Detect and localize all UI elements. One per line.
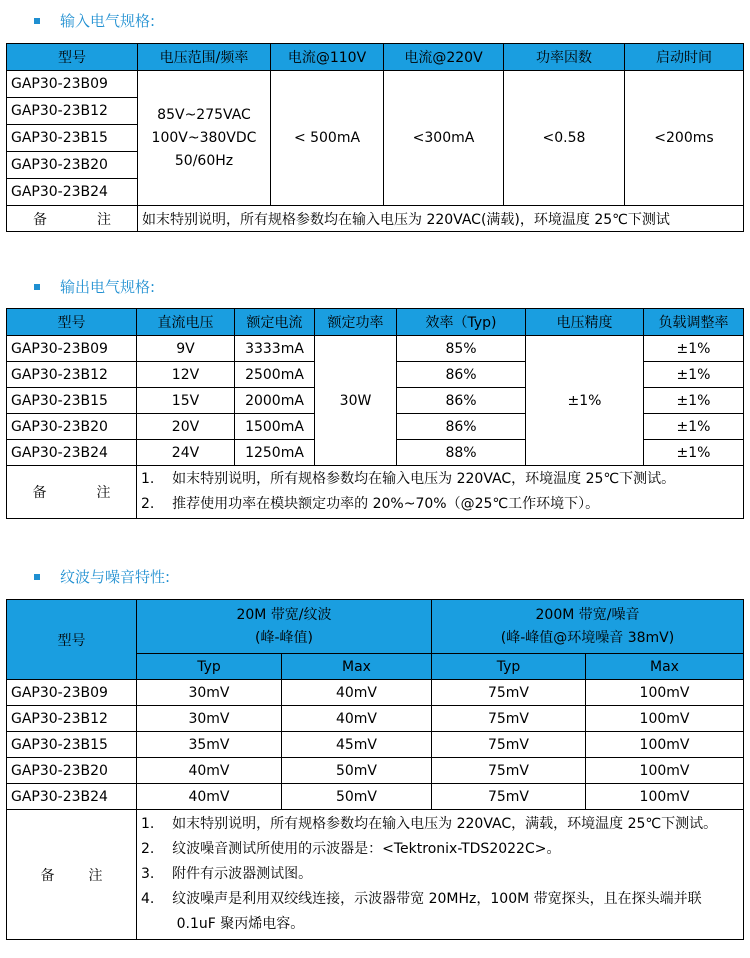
model-cell: GAP30-23B09 bbox=[7, 71, 138, 98]
table-row bbox=[7, 784, 744, 810]
note-row bbox=[7, 206, 744, 232]
load-regulation-cell: ±1% bbox=[644, 362, 744, 388]
voltage-cell: 20V bbox=[137, 414, 235, 440]
col-header: Max bbox=[586, 654, 744, 680]
current-cell: 3333mA bbox=[235, 336, 315, 362]
noise-typ-cell: 75mV bbox=[432, 680, 586, 706]
ripple-noise-table bbox=[6, 599, 744, 940]
table-header-row bbox=[7, 44, 744, 71]
current-220-cell: <300mA bbox=[384, 71, 504, 206]
noise-typ-cell: 75mV bbox=[432, 758, 586, 784]
efficiency-cell: 88% bbox=[397, 440, 526, 466]
table-header-row bbox=[7, 309, 744, 336]
output-spec-table bbox=[6, 308, 744, 519]
col-header: 额定功率 bbox=[315, 309, 397, 336]
table-row bbox=[7, 732, 744, 758]
load-regulation-cell: ±1% bbox=[644, 414, 744, 440]
col-header: 效率（Typ) bbox=[397, 309, 526, 336]
current-cell: 2000mA bbox=[235, 388, 315, 414]
input-spec-title: 输入电气规格: bbox=[34, 10, 155, 31]
table-row bbox=[7, 706, 744, 732]
col-header: 电压范围/频率 bbox=[138, 44, 271, 71]
current-110-cell: < 500mA bbox=[271, 71, 384, 206]
col-header: 功率因数 bbox=[504, 44, 625, 71]
col-header: 型号 bbox=[7, 600, 137, 680]
noise-max-cell: 100mV bbox=[586, 680, 744, 706]
note-label: 备 注 bbox=[7, 466, 137, 519]
table-row bbox=[7, 71, 744, 98]
ripple-typ-cell: 35mV bbox=[137, 732, 282, 758]
note-row bbox=[7, 810, 744, 940]
model-cell: GAP30-23B12 bbox=[7, 706, 137, 732]
ripple-typ-cell: 30mV bbox=[137, 706, 282, 732]
load-regulation-cell: ±1% bbox=[644, 388, 744, 414]
bullet-square-icon bbox=[34, 284, 40, 290]
ripple-max-cell: 50mV bbox=[282, 784, 432, 810]
note-label: 备 注 bbox=[7, 206, 138, 232]
ripple-group-header: 20M 带宽/纹波 (峰-峰值) bbox=[137, 600, 432, 654]
col-header: 直流电压 bbox=[137, 309, 235, 336]
ripple-typ-cell: 30mV bbox=[137, 680, 282, 706]
model-cell: GAP30-23B09 bbox=[7, 680, 137, 706]
model-cell: GAP30-23B15 bbox=[7, 125, 138, 152]
voltage-range-cell: 85V~275VAC 100V~380VDC 50/60Hz bbox=[138, 71, 271, 206]
load-regulation-cell: ±1% bbox=[644, 440, 744, 466]
noise-typ-cell: 75mV bbox=[432, 732, 586, 758]
noise-typ-cell: 75mV bbox=[432, 706, 586, 732]
ripple-max-cell: 45mV bbox=[282, 732, 432, 758]
bullet-square-icon bbox=[34, 574, 40, 580]
efficiency-cell: 86% bbox=[397, 362, 526, 388]
col-header: 启动时间 bbox=[625, 44, 744, 71]
current-cell: 1500mA bbox=[235, 414, 315, 440]
noise-max-cell: 100mV bbox=[586, 758, 744, 784]
ripple-typ-cell: 40mV bbox=[137, 758, 282, 784]
noise-group-header: 200M 带宽/噪音 (峰-峰值@环境噪音 38mV) bbox=[432, 600, 744, 654]
note-label: 备 注 bbox=[7, 810, 137, 940]
noise-max-cell: 100mV bbox=[586, 706, 744, 732]
ripple-noise-title: 纹波与噪音特性: bbox=[34, 566, 170, 587]
model-cell: GAP30-23B12 bbox=[7, 98, 138, 125]
model-cell: GAP30-23B09 bbox=[7, 336, 137, 362]
model-cell: GAP30-23B15 bbox=[7, 388, 137, 414]
col-header: 型号 bbox=[7, 44, 138, 71]
model-cell: GAP30-23B20 bbox=[7, 414, 137, 440]
table-row bbox=[7, 758, 744, 784]
table-row bbox=[7, 336, 744, 362]
output-spec-title: 输出电气规格: bbox=[34, 276, 155, 297]
voltage-accuracy-cell: ±1% bbox=[526, 336, 644, 466]
noise-max-cell: 100mV bbox=[586, 732, 744, 758]
current-cell: 1250mA bbox=[235, 440, 315, 466]
col-header: Typ bbox=[432, 654, 586, 680]
voltage-cell: 12V bbox=[137, 362, 235, 388]
voltage-cell: 15V bbox=[137, 388, 235, 414]
col-header: 电流@220V bbox=[384, 44, 504, 71]
voltage-cell: 24V bbox=[137, 440, 235, 466]
col-header: 负载调整率 bbox=[644, 309, 744, 336]
bullet-square-icon bbox=[34, 18, 40, 24]
col-header: 电流@110V bbox=[271, 44, 384, 71]
model-cell: GAP30-23B24 bbox=[7, 440, 137, 466]
ripple-typ-cell: 40mV bbox=[137, 784, 282, 810]
col-header: Typ bbox=[137, 654, 282, 680]
table-row bbox=[7, 680, 744, 706]
noise-max-cell: 100mV bbox=[586, 784, 744, 810]
note-text: 如末特别说明，所有规格参数均在输入电压为 220VAC(满载)，环境温度 25℃下测试 bbox=[138, 206, 744, 232]
rated-power-cell: 30W bbox=[315, 336, 397, 466]
input-spec-table bbox=[6, 43, 744, 232]
note-row bbox=[7, 466, 744, 519]
noise-typ-cell: 75mV bbox=[432, 784, 586, 810]
col-header: 额定电流 bbox=[235, 309, 315, 336]
voltage-cell: 9V bbox=[137, 336, 235, 362]
note-text: 1. 如末特别说明，所有规格参数均在输入电压为 220VAC，环境温度 25℃下测试。 2. 推荐使用功率在模块额定功率的 20%~70%（@25℃工作环境下）。 bbox=[137, 466, 744, 519]
efficiency-cell: 86% bbox=[397, 414, 526, 440]
startup-time-cell: <200ms bbox=[625, 71, 744, 206]
model-cell: GAP30-23B20 bbox=[7, 152, 138, 179]
note-text: 1. 如末特别说明，所有规格参数均在输入电压为 220VAC，满载，环境温度 25℃下测试。 2. 纹波噪音测试所使用的示波器是：<Tektronix-TDS2022C>。 3. 附件有示波器测试图。 4. 纹波噪声是利用双绞线连接，示波器带宽 20MHz，100M 带宽探头，且在探头端并联 0.1uF 聚丙烯电容。 bbox=[137, 810, 744, 940]
col-header: Max bbox=[282, 654, 432, 680]
col-header: 型号 bbox=[7, 309, 137, 336]
load-regulation-cell: ±1% bbox=[644, 336, 744, 362]
model-cell: GAP30-23B24 bbox=[7, 179, 138, 206]
power-factor-cell: <0.58 bbox=[504, 71, 625, 206]
efficiency-cell: 85% bbox=[397, 336, 526, 362]
table-header-row bbox=[7, 600, 744, 654]
current-cell: 2500mA bbox=[235, 362, 315, 388]
ripple-max-cell: 50mV bbox=[282, 758, 432, 784]
model-cell: GAP30-23B15 bbox=[7, 732, 137, 758]
col-header: 电压精度 bbox=[526, 309, 644, 336]
model-cell: GAP30-23B24 bbox=[7, 784, 137, 810]
model-cell: GAP30-23B12 bbox=[7, 362, 137, 388]
efficiency-cell: 86% bbox=[397, 388, 526, 414]
ripple-max-cell: 40mV bbox=[282, 706, 432, 732]
model-cell: GAP30-23B20 bbox=[7, 758, 137, 784]
ripple-max-cell: 40mV bbox=[282, 680, 432, 706]
